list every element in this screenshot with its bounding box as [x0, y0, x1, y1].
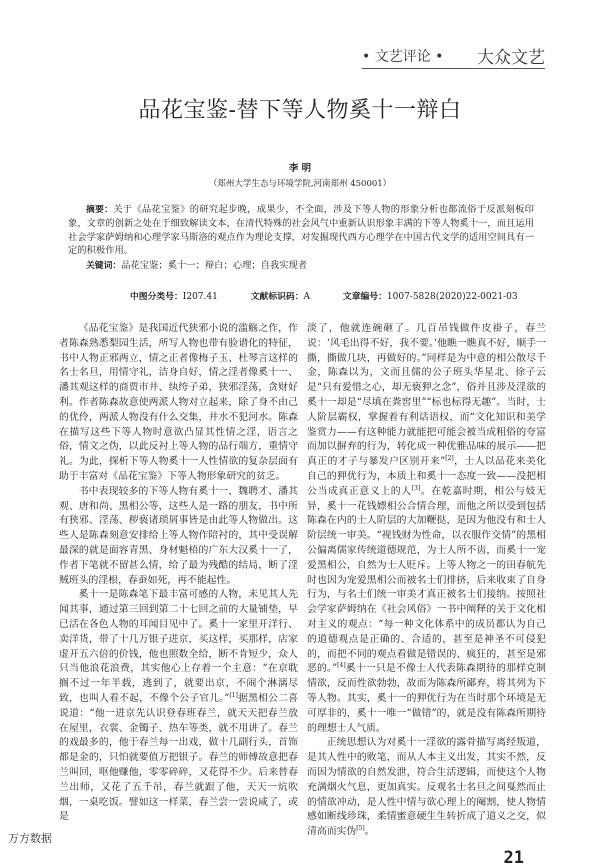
- keywords-label: 关键词：: [86, 260, 122, 271]
- clc-label: 中图分类号：: [130, 292, 183, 303]
- body-column-left: [59, 322, 298, 825]
- paragraph: [307, 322, 546, 736]
- page-number: 21: [503, 847, 524, 868]
- article-title: 品花宝鉴-替下等人物奚十一辩白: [138, 98, 462, 123]
- abstract-text: 关于《品花宝鉴》的研究起步晚，成果少，不全面，涉及下等人物的形象分析也都流俗于反派刻板印象，文章的创新之处在于细致解读文本，在清代特殊的社会风气中重新认识形象丰满的下等人物奚十一，而且运用社会学家萨姆纳和心理学家马斯洛的观点作为理论支撑，对发掘现代西方心理学在中国古代文学的适用空间具有一定的积极作用。: [68, 204, 534, 257]
- text: 。: [364, 826, 375, 838]
- keywords: [68, 259, 534, 273]
- text: 据黑相公二喜说道：“他一进京先认识登春班春兰，就天天把春兰放在屋里，衣裳、金镯子、热车等类，就不用讲了。春兰的戏最多的，他于春兰每一出戏，做十几副行头，首饰都是金的，只怕就要值万把银子。春兰的师傅故意把春兰叫回，呕他赚他，零零碎碎，又花得不少。后来替春兰出师，又花了五千吊，春兰就跟了他，天天一炕吹烟，一桌吃饭。譬如这一样菜，春兰尝一尝说咸了，或是: [59, 692, 298, 823]
- paragraph: [59, 588, 298, 825]
- citation-3: [3]: [411, 484, 421, 492]
- text: 奚十一是陈森笔下最丰富可感的人物，未见其人先闻其事，通过第三回到第二十七回之前的大量铺垫，早已活在各色人物的耳闻目见中了。奚十一家里开洋行、卖洋货，带了十几万银子进京，买这样，买那样，店家虚开五六倍的价钱，他也照数全给，断不肯短少，众人只当他浪花浪费，其实他心上存着一个主意：“在京耽搁不过一年半载，逃到了，就要出京，不闹个淋漓尽致，也叫人看不起，不像个公子官儿。”: [59, 589, 298, 704]
- paragraph: [307, 736, 546, 840]
- clc-value: I207.41: [182, 292, 218, 303]
- doc-code-value: A: [303, 292, 311, 303]
- text: 正统思想认为对奚十一淫欲的露骨描写离经叛道，是其人性中的败笔，而从人本主义出发，其实不然，反而因为情欲的自然发泄，符合生活逻辑，而使这个人物充满烟火气息，更加真实。反观名士名旦之间戛然而止的情欲冲动，是人性中情与欲心理上的阉割，使人物情感如断线珍珠，柔情蜜意硬生生转折成了道义之交，似清高而实伪: [307, 737, 546, 838]
- abstract-label: 摘要：: [86, 205, 114, 215]
- journal-name: 大众文艺: [477, 48, 545, 68]
- text: 淡了，他就连碗砸了。几百吊钱做件皮褂子，春兰说：‘风毛出得不好，我不要。’他瞧一瞧真不好，顺手一撕，撕做几块，再做好的。”同样是为中意的相公散尽千金，陈森以为，文而且儒的公子班头华星北、徐子云是“只有爱惜之心，却无亵狎之念”，俗并且涉及淫欲的奚十一却是“尽填在粪窖里”“标也标得无趣”。当时，士人阶层霸权，掌握着有利话语权，而“文化知识和美学鉴赏力——有这种能力就能把可能会被当成粗俗的夸富而加以摒弃的行为，转化成一种优雅品味的展示——把真正的才子与暴发户区别开来”: [307, 323, 546, 468]
- classification-line: [68, 291, 534, 304]
- section-label: • 文艺评论 •: [362, 49, 444, 65]
- citation-5: [5]: [356, 825, 365, 833]
- watermark: 万方数据: [8, 832, 52, 845]
- running-header: [362, 42, 545, 69]
- body-column-right: [307, 322, 546, 868]
- keywords-text: 品花宝鉴；奚十一；辩白；心理；自我实现者: [121, 259, 308, 271]
- affiliation: （郑州大学生态与环境学院,河南郑州 450001）: [208, 179, 392, 189]
- author: 李 明: [288, 163, 312, 174]
- doc-code-label: 文献标识码：: [250, 292, 304, 303]
- text: 奚十一只是不像士人代表陈森期待的那样克制情欲，反而性欲勃勃，故而为陈森所鄙弃，将其列为下等人物。其实，奚十一的狎优行为在当时那个环境是无可厚非的，奚十一唯一“做错”的，就是没有陈森所期待的理想士人气质。: [307, 663, 546, 734]
- article-number-value: 1007-5828(2020)22-0021-03: [386, 292, 518, 303]
- citation-2: [2]: [445, 455, 454, 463]
- abstract: [68, 203, 534, 258]
- article-number-label: 文章编号：: [342, 292, 387, 303]
- front-matter: [68, 203, 534, 304]
- citation-4: [4]: [337, 662, 346, 670]
- text: ，士人以品花来美化自己的狎优行为，本质上和奚十一态度一致——没把相公当成真正意义上的人: [307, 456, 546, 497]
- paragraph: 书中表现较多的下等人物有奚十一、魏聘才、潘其观、唐和尚、黑相公等，这些人是一路的朋友，书中所有狭邪、淫荡、秽亵诸琐屑事皆是由此等人物做出。这些人是陈森刻意安排给上等人物作陪衬的，其中受误解最深的就是面容青黑、身材魁梧的广东大汉奚十一了，作者下笔就不留甚么情，给了最为残酷的结局，断了淫贼班头的淫根，春蚕如死，再不能起性。: [59, 485, 298, 586]
- citation-1: [1]: [229, 691, 238, 699]
- paragraph: 《品花宝鉴》是我国近代狭邪小说的滥觞之作，作者陈森熟悉梨园生活，所写人物也带有脸谱化的特征，书中人物正邪两立，情之正者像梅子玉、杜琴言这样的名士名旦，用情守礼，洁身自好，情之淫者像奚十一、潘其观这样的商贾市井、纨绔子弟，狭邪淫荡，贪财好利。作者陈森故意使两派人物对立起来，除了身不由己的优伶，两派人物没有什么交集，井水不犯河水。陈森在描写这些下等人物时意欲凸显其性情之淫，语言之俗，情文之伪，以此反衬上等人物的品行端方，重情守礼。为此，探析下等人物奚十一人性情欲的复杂层面有助于丰富对《品花宝鉴》下等人物形象研究的贫乏。: [59, 323, 298, 482]
- text: 。在乾嘉时期，相公与妓无异，奚十一花钱嫖相公合情合理，而他之所以受到包括陈森在内的士人阶层的大加鞭挞，是因为他没有和士人阶层统一审美。“视钱财为性命，以衣服作交情”的黑相公偏离儒家传统道德规范，为士人所不齿，而奚十一宠爱黑相公，自然为士人贬斥。上等人物之一的田春航先时也因为宠爱黑相公而被名士们排挤，后来收束了自身行为，与名士们统一审美才真正被名士们接纳。按照社会学家萨姆纳在《社会风俗》一书中阐释的关于文化相对主义的观点：“每一种文化体系中的成员都认为自己的道德观点是正确的、合适的，甚至是神圣不可侵犯的，而把不同的观点看做是错误的、疯狂的，甚至是邪恶的。”: [307, 485, 546, 675]
